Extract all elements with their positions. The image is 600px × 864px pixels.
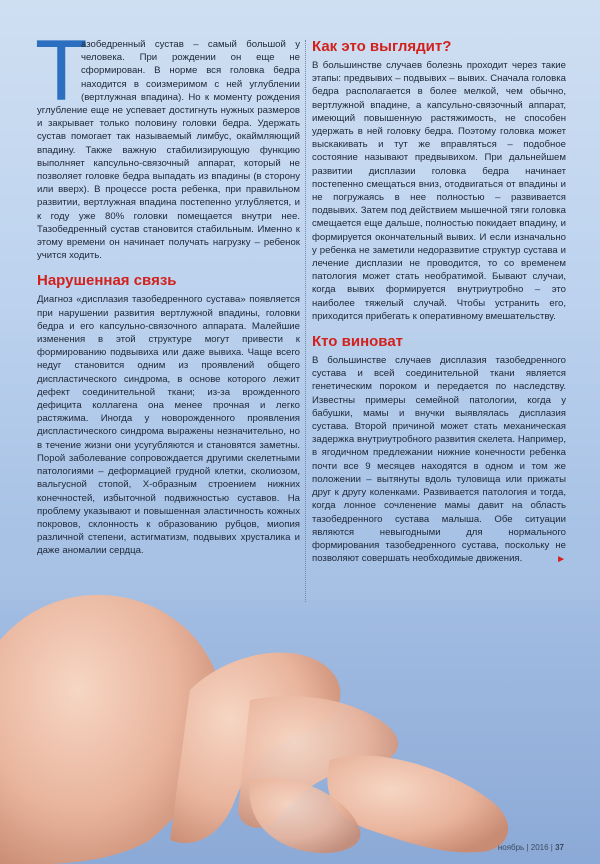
page-number: 37 [555, 843, 564, 852]
intro-paragraph [35, 23, 300, 262]
column-divider [305, 40, 306, 602]
section-heading-broken-link: Нарушенная связь [37, 272, 177, 290]
section3-paragraph: В большинстве случаев дисплазия тазобедренного сустава и всей соединительной ткани является генетическим пороком и передается по наследству. Известны примеры семейной патологии, когда у бабушки, мамы и внучки выявлялась дисплазия сустава. Второй причиной может стать механическая задержка внутриутробного развития скелета. Например, в ягодичном предлежании нижние конечности ребенка почти все 9 месяцев находятся в одном и том же положении – вытянуты вдоль туловища или прижаты друг к другу коленками. Развивается патология и тогда, когда лонное сочленение мамы давит на область тазобедренного сустава малыша. Обе ситуации являются невыгодными для нормального формирования тазобедренного сустава, поскольку не позволяют совершать необходимые движения. [312, 355, 566, 565]
section2-paragraph: В большинстве случаев болезнь проходит через такие этапы: предвывих – подвывих – вывих. Сначала головка бедра располагается в более мелкой, чем обычно, вертлужной впадине, а капсульно-связочный аппарат, имеющий повышенную растяжимость, не способен удержать в ней головку бедра. Поэтому головка может выскакивать и тут же вправляться – подобное состояние называют предвывихом. При дальнейшем развитии дисплазии головка бедра начинает постепенно смещаться вниз, отодвигаться от впадины и не погружаясь в нее полностью – развивается подвывих. Затем под действием мышечной тяги головка смещается еще дальше, полностью покидает впадину, и формируется окончательный вывих. И если изначально у ребенка не заметили недоразвитие структур сустава и лечение дисплазии не проводится, то со временем патология может стать необратимой. Бывают случаи, когда вывих формируется внутриутробно – это наиболее тяжелый случай. Чтобы устранить его, приходится прибегать к оперативному вмешательству. [312, 60, 566, 322]
intro-text: азобедренный сустав – самый большой у человека. При рождении он еще не сформирован. В норме вся головка бедра находится в соизмеримом с ней углублении (вертлужная впадина). Но к моменту рождения углубление еще не успевает достигнуть нужных размеров и закрывает только половину головки бедра. Удержать сустав помогает так называемый лимбус, окаймляющий впадину. Также важную стабилизирующую функцию выполняет капсульно-связочный аппарат, который не позволяет головке бедра выпадать из впадины (в сторону или вверх). В процессе роста ребенка, при правильном развитии, вертлужная впадина постепенно углубляется, и к году уже 80% головки помещается внутри нее. Тазобедренный сустав становится стабильным. Именно к этому времени он начинает получать нагрузку – ребенок учится ходить. [37, 39, 300, 262]
section-heading-how-it-looks: Как это выглядит? [312, 38, 452, 55]
right-column [312, 38, 566, 567]
section-heading-who-is-to-blame: Кто виноват [312, 333, 404, 351]
footer-month: ноябрь [497, 843, 525, 852]
drop-cap: Т [35, 23, 88, 119]
section1-paragraph: Диагноз «дисплазия тазобедренного сустава» появляется при нарушении развития вертлужной впадины, головки бедра и его капсульно-связочного аппарата. Малейшие изменения в этой структуре могут привести к формированию подвывиха или даже вывиха. Чаще всего недуг становится одним из проявлений общего диспластического синдрома, в основе которого лежит дефект соединительной ткани; из-за врожденного дефицита коллагена она менее прочная и легко растяжима. Иногда у новорожденного проявления диспластического синдрома выражены незначительно, но в течение жизни они усугубляются и становятся заметны. Порой заболевание сопровождается другими скелетными патологиями – деформацией грудной клетки, сколиозом, вальгусной стопой, Х-образным строением нижних конечностей, избыточной подвижностью суставов. На проблему указывают и повышенная эластичность кожных покровов, склонность к образованию рубцов, миопия различной степени, астигматизм, подвывих хрусталика и даже аномалии сердца. [37, 294, 300, 557]
left-column [35, 23, 300, 558]
page-footer: ноябрь | 2016 | 37 [497, 843, 564, 852]
end-of-article-arrow-icon: ► [556, 554, 566, 566]
footer-year: 2016 [530, 843, 549, 852]
